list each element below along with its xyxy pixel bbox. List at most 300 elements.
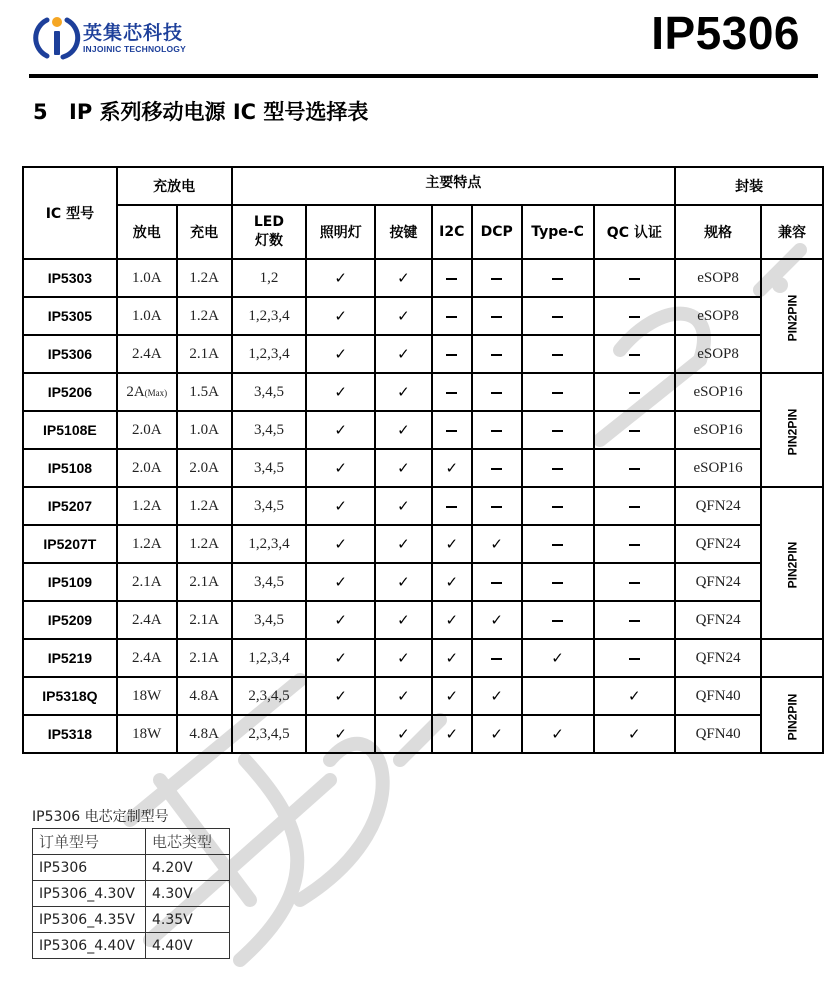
- check-icon: ✓: [445, 573, 459, 591]
- section-title-text: IP 系列移动电源 IC 型号选择表: [69, 100, 369, 124]
- typec-cell: [522, 677, 594, 715]
- discharge-value: 18W: [132, 725, 162, 742]
- package-spec-cell: eSOP8: [675, 259, 761, 297]
- i2c-cell: [432, 487, 472, 525]
- dash-icon: [629, 620, 640, 622]
- package-spec-cell: QFN40: [675, 677, 761, 715]
- charge-cell: 1.2A: [177, 525, 232, 563]
- charge-cell: 2.0A: [177, 449, 232, 487]
- charge-cell: 4.8A: [177, 677, 232, 715]
- charge-cell: 2.1A: [177, 601, 232, 639]
- typec-cell: [522, 563, 594, 601]
- check-icon: ✓: [397, 573, 410, 591]
- check-icon: ✓: [334, 535, 347, 553]
- table-row: [23, 639, 823, 677]
- qc-cell: [594, 563, 676, 601]
- check-icon: ✓: [490, 611, 503, 629]
- discharge-cell: [117, 297, 177, 335]
- led-count-cell: 3,4,5: [232, 373, 307, 411]
- cell-type-cell: 电芯类型: [146, 829, 230, 855]
- package-spec-cell: QFN40: [675, 715, 761, 753]
- i2c-cell: [432, 563, 472, 601]
- header-features: 主要特点: [232, 167, 676, 205]
- check-icon: ✓: [334, 307, 347, 325]
- header-spec: 规格: [675, 205, 761, 259]
- order-model-cell: IP5306: [33, 855, 146, 881]
- i2c-cell: [432, 715, 472, 753]
- table-row: [23, 677, 823, 715]
- logo-mark-icon: [33, 14, 81, 60]
- ic-model-cell: IP5108: [23, 449, 117, 487]
- led-count-cell: 2,3,4,5: [232, 677, 307, 715]
- lighting-cell: [306, 639, 375, 677]
- order-model-cell: IP5306_4.40V: [33, 933, 146, 959]
- dash-icon: [629, 582, 640, 584]
- cell-type-cell: 4.40V: [146, 933, 230, 959]
- compat-label: PIN2PIN: [784, 693, 799, 740]
- lighting-cell: [306, 715, 375, 753]
- charge-cell: 2.1A: [177, 335, 232, 373]
- check-icon: ✓: [445, 687, 459, 705]
- discharge-value: 1.2A: [131, 535, 162, 552]
- discharge-value: 1.0A: [131, 269, 162, 286]
- check-icon: ✓: [628, 725, 641, 743]
- check-icon: ✓: [397, 459, 410, 477]
- check-icon: ✓: [397, 269, 410, 287]
- qc-cell: [594, 715, 676, 753]
- dash-icon: [446, 316, 457, 318]
- table-row: [23, 563, 823, 601]
- dash-icon: [491, 316, 502, 318]
- check-icon: ✓: [551, 649, 564, 667]
- ic-model-cell: IP5318: [23, 715, 117, 753]
- discharge-value: 1.2A: [131, 497, 162, 514]
- package-spec-cell: QFN24: [675, 601, 761, 639]
- dcp-cell: [472, 411, 522, 449]
- lighting-cell: [306, 487, 375, 525]
- check-icon: ✓: [490, 687, 503, 705]
- i2c-cell: [432, 639, 472, 677]
- table-body: [23, 259, 823, 753]
- dash-icon: [491, 658, 502, 660]
- dash-icon: [446, 392, 457, 394]
- header-ic-model: IC 型号: [23, 167, 117, 259]
- section-heading: [33, 96, 368, 126]
- lighting-cell: [306, 563, 375, 601]
- ic-model-cell: IP5207T: [23, 525, 117, 563]
- table-row: [23, 373, 823, 411]
- check-icon: ✓: [334, 687, 347, 705]
- header-led-count: LED 灯数: [232, 205, 307, 259]
- check-icon: ✓: [334, 725, 347, 743]
- dash-icon: [446, 354, 457, 356]
- cell-variant-table: [32, 828, 230, 959]
- dash-icon: [446, 278, 457, 280]
- qc-cell: [594, 639, 676, 677]
- ic-model-cell: IP5305: [23, 297, 117, 335]
- cell-table-header-row: [33, 829, 230, 855]
- header-button: 按键: [375, 205, 432, 259]
- lighting-cell: [306, 411, 375, 449]
- dash-icon: [629, 354, 640, 356]
- header-package: 封装: [675, 167, 823, 205]
- header-dcp: DCP: [472, 205, 522, 259]
- cell-type-cell: 4.20V: [146, 855, 230, 881]
- button-cell: [375, 639, 432, 677]
- discharge-cell: [117, 563, 177, 601]
- button-cell: [375, 335, 432, 373]
- ic-model-cell: IP5303: [23, 259, 117, 297]
- dash-icon: [552, 278, 563, 280]
- dash-icon: [491, 392, 502, 394]
- typec-cell: [522, 715, 594, 753]
- dash-icon: [552, 316, 563, 318]
- button-cell: [375, 297, 432, 335]
- dcp-cell: [472, 259, 522, 297]
- ic-model-cell: IP5109: [23, 563, 117, 601]
- charge-cell: 4.8A: [177, 715, 232, 753]
- dcp-cell: [472, 601, 522, 639]
- charge-cell: 1.2A: [177, 487, 232, 525]
- dcp-cell: [472, 373, 522, 411]
- check-icon: ✓: [334, 459, 347, 477]
- discharge-value: 2.4A: [131, 345, 162, 362]
- header-discharge: 放电: [117, 205, 177, 259]
- table-header-row-1: [23, 167, 823, 205]
- lighting-cell: [306, 373, 375, 411]
- dash-icon: [552, 620, 563, 622]
- i2c-cell: [432, 601, 472, 639]
- check-icon: ✓: [334, 345, 347, 363]
- ic-model-cell: IP5108E: [23, 411, 117, 449]
- compat-cell: [761, 373, 823, 487]
- discharge-cell: [117, 259, 177, 297]
- qc-cell: [594, 487, 676, 525]
- discharge-value: 18W: [132, 687, 162, 704]
- led-count-cell: 3,4,5: [232, 411, 307, 449]
- dash-icon: [491, 582, 502, 584]
- dcp-cell: [472, 449, 522, 487]
- check-icon: ✓: [397, 725, 410, 743]
- button-cell: [375, 715, 432, 753]
- dash-icon: [552, 544, 563, 546]
- lighting-cell: [306, 525, 375, 563]
- compat-cell: [761, 487, 823, 639]
- discharge-cell: [117, 373, 177, 411]
- table-row: [23, 715, 823, 753]
- typec-cell: [522, 259, 594, 297]
- dash-icon: [629, 544, 640, 546]
- package-spec-cell: QFN24: [675, 639, 761, 677]
- dash-icon: [629, 658, 640, 660]
- discharge-cell: [117, 601, 177, 639]
- package-spec-cell: eSOP16: [675, 411, 761, 449]
- header-divider: [29, 74, 818, 78]
- dcp-cell: [472, 563, 522, 601]
- lighting-cell: [306, 297, 375, 335]
- i2c-cell: [432, 259, 472, 297]
- dcp-cell: [472, 715, 522, 753]
- discharge-cell: [117, 525, 177, 563]
- dcp-cell: [472, 677, 522, 715]
- dash-icon: [491, 354, 502, 356]
- dash-icon: [446, 430, 457, 432]
- table-row: [33, 855, 230, 881]
- button-cell: [375, 259, 432, 297]
- table-row: [23, 259, 823, 297]
- led-count-cell: 3,4,5: [232, 449, 307, 487]
- i2c-cell: [432, 677, 472, 715]
- button-cell: [375, 601, 432, 639]
- check-icon: ✓: [490, 535, 503, 553]
- table-row: [33, 907, 230, 933]
- i2c-cell: [432, 525, 472, 563]
- button-cell: [375, 525, 432, 563]
- check-icon: ✓: [397, 611, 410, 629]
- check-icon: ✓: [397, 421, 410, 439]
- discharge-value: 1.0A: [131, 307, 162, 324]
- compat-cell: [761, 639, 823, 677]
- typec-cell: [522, 373, 594, 411]
- table-row: [23, 335, 823, 373]
- check-icon: ✓: [334, 573, 347, 591]
- qc-cell: [594, 525, 676, 563]
- qc-cell: [594, 449, 676, 487]
- table-row: [23, 487, 823, 525]
- dash-icon: [629, 468, 640, 470]
- typec-cell: [522, 601, 594, 639]
- table-header-row-2: [23, 205, 823, 259]
- discharge-value: 2A: [126, 383, 145, 400]
- header-charge-discharge: 充放电: [117, 167, 232, 205]
- dash-icon: [491, 506, 502, 508]
- ic-selection-table: [22, 166, 824, 754]
- dcp-cell: [472, 297, 522, 335]
- header-charge: 充电: [177, 205, 232, 259]
- dash-icon: [629, 316, 640, 318]
- table-row: [33, 933, 230, 959]
- check-icon: ✓: [334, 421, 347, 439]
- check-icon: ✓: [334, 649, 347, 667]
- dcp-cell: [472, 525, 522, 563]
- led-count-cell: 1,2,3,4: [232, 525, 307, 563]
- typec-cell: [522, 297, 594, 335]
- discharge-value: 2.0A: [131, 421, 162, 438]
- compat-cell: [761, 677, 823, 753]
- dash-icon: [629, 430, 640, 432]
- check-icon: ✓: [445, 649, 459, 667]
- ic-model-cell: IP5206: [23, 373, 117, 411]
- discharge-note: (Max): [144, 387, 168, 398]
- dash-icon: [552, 354, 563, 356]
- table-row: [23, 449, 823, 487]
- charge-cell: 2.1A: [177, 639, 232, 677]
- lighting-cell: [306, 677, 375, 715]
- package-spec-cell: QFN24: [675, 525, 761, 563]
- led-count-cell: 2,3,4,5: [232, 715, 307, 753]
- check-icon: ✓: [445, 611, 459, 629]
- check-icon: ✓: [334, 383, 347, 401]
- qc-cell: [594, 677, 676, 715]
- dash-icon: [629, 392, 640, 394]
- i2c-cell: [432, 335, 472, 373]
- button-cell: [375, 411, 432, 449]
- check-icon: ✓: [334, 611, 347, 629]
- ic-model-cell: IP5219: [23, 639, 117, 677]
- button-cell: [375, 563, 432, 601]
- compat-cell: [761, 259, 823, 373]
- discharge-value: 2.4A: [131, 649, 162, 666]
- package-spec-cell: QFN24: [675, 487, 761, 525]
- i2c-cell: [432, 411, 472, 449]
- discharge-cell: [117, 487, 177, 525]
- section-number: 5: [33, 100, 48, 124]
- lighting-cell: [306, 259, 375, 297]
- qc-cell: [594, 373, 676, 411]
- led-count-cell: 1,2,3,4: [232, 297, 307, 335]
- table-row: [33, 881, 230, 907]
- company-logo: [33, 14, 203, 60]
- ic-model-cell: IP5318Q: [23, 677, 117, 715]
- charge-cell: 2.1A: [177, 563, 232, 601]
- dash-icon: [552, 582, 563, 584]
- dash-icon: [446, 506, 457, 508]
- check-icon: ✓: [397, 345, 410, 363]
- typec-cell: [522, 525, 594, 563]
- check-icon: ✓: [397, 535, 410, 553]
- charge-cell: 1.5A: [177, 373, 232, 411]
- discharge-cell: [117, 335, 177, 373]
- cell-type-cell: 4.35V: [146, 907, 230, 933]
- typec-cell: [522, 411, 594, 449]
- discharge-cell: [117, 677, 177, 715]
- i2c-cell: [432, 373, 472, 411]
- lighting-cell: [306, 601, 375, 639]
- dash-icon: [491, 468, 502, 470]
- led-count-cell: 3,4,5: [232, 601, 307, 639]
- document-title: IP5306: [651, 7, 800, 59]
- check-icon: ✓: [334, 269, 347, 287]
- qc-cell: [594, 259, 676, 297]
- qc-cell: [594, 601, 676, 639]
- compat-label: PIN2PIN: [784, 541, 799, 588]
- typec-cell: [522, 335, 594, 373]
- ic-model-cell: IP5306: [23, 335, 117, 373]
- i2c-cell: [432, 297, 472, 335]
- check-icon: ✓: [445, 535, 459, 553]
- button-cell: [375, 373, 432, 411]
- order-model-cell: 订单型号: [33, 829, 146, 855]
- led-count-cell: 3,4,5: [232, 487, 307, 525]
- button-cell: [375, 487, 432, 525]
- discharge-cell: [117, 449, 177, 487]
- table-row: [23, 601, 823, 639]
- dcp-cell: [472, 487, 522, 525]
- header-typec: Type-C: [522, 205, 594, 259]
- typec-cell: [522, 639, 594, 677]
- header-compat: 兼容: [761, 205, 823, 259]
- package-spec-cell: eSOP16: [675, 373, 761, 411]
- charge-cell: 1.0A: [177, 411, 232, 449]
- check-icon: ✓: [397, 383, 410, 401]
- charge-cell: 1.2A: [177, 297, 232, 335]
- check-icon: ✓: [445, 725, 459, 743]
- dash-icon: [552, 506, 563, 508]
- dcp-cell: [472, 335, 522, 373]
- header-qc: QC 认证: [594, 205, 676, 259]
- package-spec-cell: eSOP16: [675, 449, 761, 487]
- led-count-cell: 3,4,5: [232, 563, 307, 601]
- discharge-value: 2.4A: [131, 611, 162, 628]
- package-spec-cell: eSOP8: [675, 335, 761, 373]
- header-lighting: 照明灯: [306, 205, 375, 259]
- charge-cell: 1.2A: [177, 259, 232, 297]
- discharge-cell: [117, 639, 177, 677]
- check-icon: ✓: [397, 649, 410, 667]
- button-cell: [375, 449, 432, 487]
- table-row: [23, 525, 823, 563]
- discharge-cell: [117, 411, 177, 449]
- cell-table-caption: IP5306 电芯定制型号: [32, 809, 169, 825]
- dash-icon: [552, 392, 563, 394]
- dash-icon: [629, 506, 640, 508]
- order-model-cell: IP5306_4.30V: [33, 881, 146, 907]
- dash-icon: [629, 278, 640, 280]
- ic-model-cell: IP5207: [23, 487, 117, 525]
- check-icon: ✓: [445, 459, 459, 477]
- i2c-cell: [432, 449, 472, 487]
- led-count-cell: 1,2,3,4: [232, 639, 307, 677]
- table-row: [23, 297, 823, 335]
- button-cell: [375, 677, 432, 715]
- ic-model-cell: IP5209: [23, 601, 117, 639]
- led-count-cell: 1,2,3,4: [232, 335, 307, 373]
- check-icon: ✓: [551, 725, 564, 743]
- discharge-value: 2.1A: [131, 573, 162, 590]
- dash-icon: [552, 430, 563, 432]
- compat-label: PIN2PIN: [784, 294, 799, 341]
- discharge-cell: [117, 715, 177, 753]
- typec-cell: [522, 487, 594, 525]
- dash-icon: [552, 468, 563, 470]
- check-icon: ✓: [628, 687, 641, 705]
- order-model-cell: IP5306_4.35V: [33, 907, 146, 933]
- qc-cell: [594, 297, 676, 335]
- check-icon: ✓: [397, 497, 410, 515]
- qc-cell: [594, 411, 676, 449]
- dash-icon: [491, 430, 502, 432]
- cell-table-body: [33, 829, 230, 959]
- led-count-cell: 1,2: [232, 259, 307, 297]
- table-row: [23, 411, 823, 449]
- qc-cell: [594, 335, 676, 373]
- logo-chinese-name: 英集芯科技: [83, 22, 184, 44]
- header-i2c: I2C: [432, 205, 472, 259]
- check-icon: ✓: [334, 497, 347, 515]
- dash-icon: [491, 278, 502, 280]
- package-spec-cell: QFN24: [675, 563, 761, 601]
- discharge-value: 2.0A: [131, 459, 162, 476]
- dcp-cell: [472, 639, 522, 677]
- compat-label: PIN2PIN: [784, 408, 799, 455]
- lighting-cell: [306, 335, 375, 373]
- check-icon: ✓: [397, 687, 410, 705]
- lighting-cell: [306, 449, 375, 487]
- package-spec-cell: eSOP8: [675, 297, 761, 335]
- typec-cell: [522, 449, 594, 487]
- logo-english-name: INJOINIC TECHNOLOGY: [83, 44, 186, 54]
- check-icon: ✓: [397, 307, 410, 325]
